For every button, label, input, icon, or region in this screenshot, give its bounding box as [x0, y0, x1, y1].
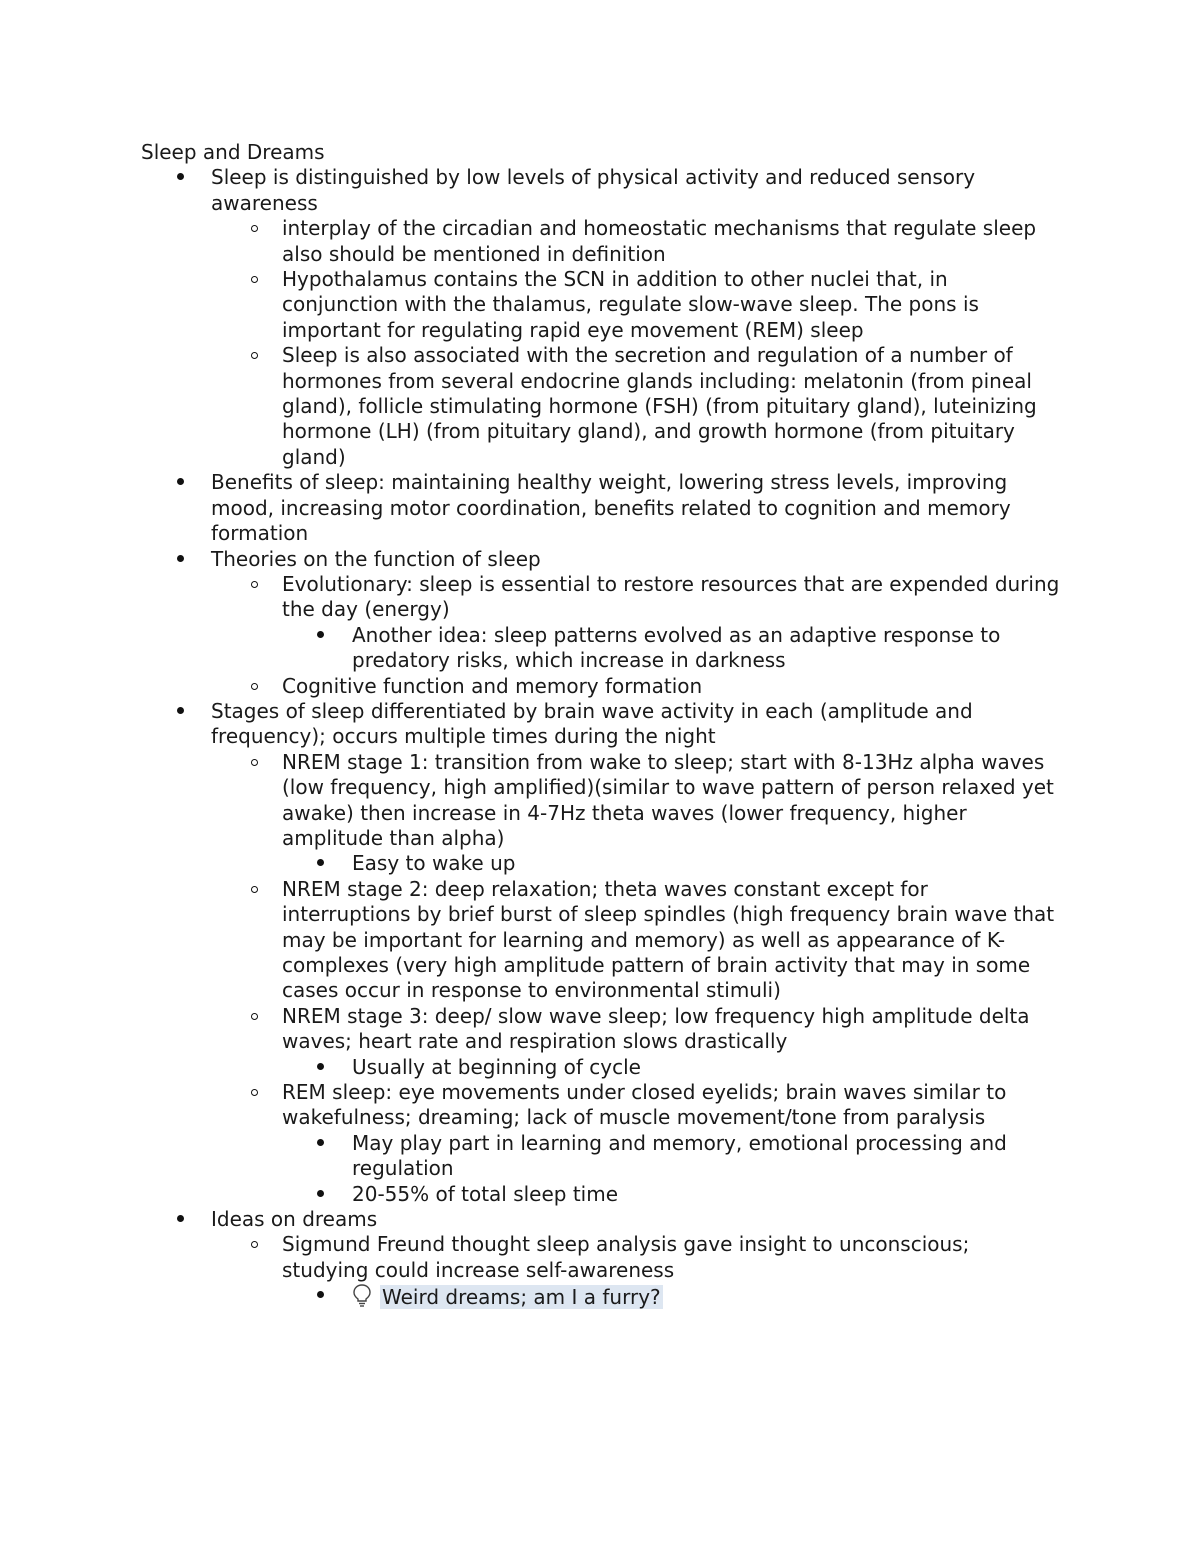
- list-item: [141, 851, 1061, 876]
- list-item: [141, 1055, 1061, 1080]
- list-item-text: NREM stage 3: deep/ slow wave sleep; low frequency high amplitude delta waves; heart rate and respiration slows drastically: [282, 1003, 1030, 1054]
- list-item-text: May play part in learning and memory, emotional processing and regulation: [352, 1130, 1007, 1181]
- list-item: [141, 1004, 1061, 1055]
- list-item: [141, 572, 1061, 623]
- list-item: [141, 470, 1061, 546]
- list-item: [141, 165, 1061, 216]
- list-item: [141, 623, 1061, 674]
- list-item: [141, 547, 1061, 572]
- list-item-text: Cognitive function and memory formation: [282, 673, 703, 698]
- document-title: Sleep and Dreams: [141, 140, 325, 164]
- list-item-text: 20-55% of total sleep time: [352, 1181, 619, 1206]
- notes-list: [141, 165, 1061, 1313]
- list-item-text: Sleep is also associated with the secretion and regulation of a number of hormones from several endocrine glands including: melatonin (from pineal gland), follicle stimulating hormone (FSH) (from pituitary gland), luteinizing hormone (LH) (from pituitary gland), and growth hormone (from pituitary gland): [282, 343, 1037, 469]
- list-item: [141, 1283, 1061, 1313]
- list-item: [141, 1232, 1061, 1283]
- list-item: [141, 1080, 1061, 1131]
- list-item-text: Easy to wake up: [352, 851, 516, 876]
- list-item-text: Theories on the function of sleep: [211, 546, 541, 571]
- list-item-text: NREM stage 1: transition from wake to sleep; start with 8-13Hz alpha waves (low frequency, high amplified)(similar to wave pattern of person relaxed yet awake) then increase in 4-7Hz theta waves (lower frequency, higher amplitude than alpha): [282, 749, 1054, 850]
- list-item-text: REM sleep: eye movements under closed eyelids; brain waves similar to wakefulness; dreaming; lack of muscle movement/tone from paralysis: [282, 1080, 1007, 1130]
- lightbulb-icon[interactable]: [352, 1283, 372, 1313]
- list-item-text: NREM stage 2: deep relaxation; theta waves constant except for interruptions by brief burst of sleep spindles (high frequency brain wave that may be important for learning and memory) as well as appearance of K-complexes (very high amplitude pattern of brain activity that may in some cases occur in response to environmental stimuli): [282, 876, 1055, 1003]
- highlighted-text[interactable]: Weird dreams; am I a furry?: [382, 1285, 661, 1310]
- list-item-text: Sleep is distinguished by low levels of physical activity and reduced sensory awareness: [211, 165, 976, 215]
- list-item-text: Ideas on dreams: [211, 1207, 378, 1232]
- list-item-text: Another idea: sleep patterns evolved as an adaptive response to predatory risks, which increase in darkness: [352, 622, 1001, 673]
- list-item: [141, 877, 1061, 1004]
- list-item-text: Hypothalamus contains the SCN in addition to other nuclei that, in conjunction with the thalamus, regulate slow-wave sleep. The pons is important for regulating rapid eye movement (REM) sleep: [282, 267, 979, 342]
- list-item-text: interplay of the circadian and homeostatic mechanisms that regulate sleep also should be mentioned in definition: [282, 216, 1037, 266]
- list-item-text: Sigmund Freund thought sleep analysis gave insight to unconscious; studying could increase self-awareness: [282, 1232, 970, 1282]
- list-item-text: Usually at beginning of cycle: [352, 1054, 641, 1079]
- list-item: [141, 343, 1061, 470]
- list-item-text: Benefits of sleep: maintaining healthy weight, lowering stress levels, improving mood, increasing motor coordination, benefits related to cognition and memory formation: [211, 470, 1011, 546]
- list-item: [141, 267, 1061, 343]
- list-item: [141, 1182, 1061, 1207]
- list-item: [141, 750, 1061, 852]
- list-item-text: Stages of sleep differentiated by brain wave activity in each (amplitude and frequency); occurs multiple times during the night: [211, 698, 973, 749]
- list-item: [141, 1207, 1061, 1232]
- list-item: [141, 674, 1061, 699]
- document-page: [141, 140, 1061, 1314]
- list-item: [141, 1131, 1061, 1182]
- list-item-text: Evolutionary: sleep is essential to restore resources that are expended during the day (energy): [282, 571, 1060, 622]
- list-item: [141, 699, 1061, 750]
- list-item: [141, 216, 1061, 267]
